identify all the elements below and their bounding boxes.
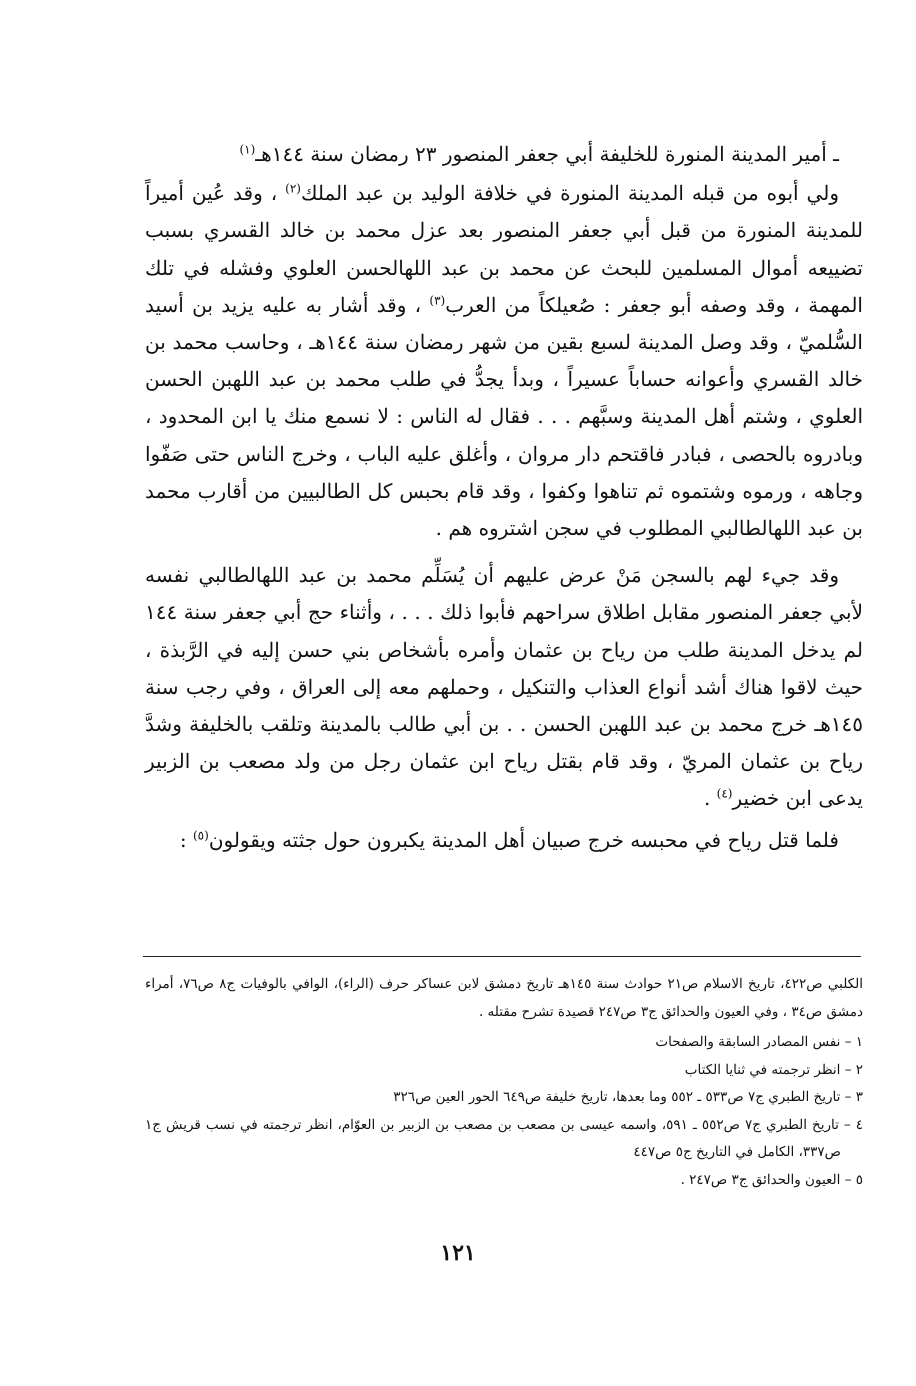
- paragraph-2-part-b: .: [703, 786, 717, 811]
- footnote-2: ٢ – انظر ترجمته في ثنايا الكتاب: [684, 1061, 863, 1078]
- paragraph-3: [145, 822, 863, 859]
- footnote-ref-3: (٣): [429, 293, 446, 308]
- footnote-continuation: الكلبي ص٤٢٢، تاريخ الاسلام ص٢١ حوادث سنة ١٤٥هـ تاريخ دمشق لابن عساكر حرف (الراء)، الوافي بالوفيات ج٨ ص٧٦، أمراء دمشق ص٣٤ ، وفي العيون والحدائق ج٣ ص٢٤٧ قصيدة تشرح مقتله .: [145, 976, 863, 1020]
- paragraph-2-part-a: وقد جيء لهم بالسجن مَنْ عرض عليهم أن يُسَلِّم محمد بن عبد اللهالطالبي نفسه لأبي جعفر المنصور مقابل اطلاق سراحهم فأبوا ذلك . . . ، وأثناء حج أبي جعفر سنة ١٤٤ لم يدخل المدينة طلب من رياح بن عثمان وأمره بأشخاص بني حسن إليه في الرَّبذة ، حيث لاقوا هناك أشد أنواع العذاب والتنكيل ، وحملهم معه إلى العراق ، وفي رجب سنة ١٤٥هـ خرج محمد بن عبد اللهبن الحسن . . بن أبي طالب بالمدينة وتلقب بالخليفة وشدَّ رياح بن عثمان المريّ ، وقد قام بقتل رياح ابن عثمان رجل من ولد مصعب بن الزبير يدعى ابن خضير: [145, 563, 863, 811]
- paragraph-1-part-b: ، وقد عُين أميراً للمدينة المنورة من قبل أبي جعفر المنصور بعد عزل محمد بن خالد القسري بسبب تضييعه أموال المسلمين للبحث عن محمد بن عبد اللهالحسن العلوي وفشله في تلك المهمة ، وقد وصفه أبو جعفر : صُعيلكاً من العرب: [145, 181, 863, 317]
- footnote-ref-1: (١): [239, 142, 256, 157]
- paragraph-3-part-b: :: [179, 827, 193, 852]
- footnote-5: ٥ – العيون والحدائق ج٣ ص٢٤٧ .: [680, 1171, 863, 1188]
- footnote-ref-5: (٥): [192, 828, 209, 842]
- heading-text: ـ أمير المدينة المنورة للخليفة أبي جعفر المنصور ٢٣ رمضان سنة ١٤٤هـ: [255, 142, 839, 166]
- paragraph-1: [145, 175, 863, 547]
- footnote-divider: [143, 956, 861, 957]
- footnote-ref-4: (٤): [716, 786, 733, 801]
- footnote-ref-2: (٢): [285, 181, 301, 196]
- paragraph-3-part-a: فلما قتل رياح في محبسه خرج صبيان أهل المدينة يكبرون حول جثته ويقولون: [208, 827, 839, 852]
- paragraph-1-part-a: ولي أبوه من قبله المدينة المنورة في خلافة الوليد بن عبد الملك: [300, 181, 839, 206]
- footnote-1: ١ – نفس المصادر السابقة والصفحات: [655, 1034, 863, 1050]
- main-text: [145, 136, 863, 859]
- page-number: ١٢١: [440, 1240, 476, 1266]
- paragraph-2: [145, 557, 863, 817]
- paragraph-1-part-c: ، وقد أشار به عليه يزيد بن أسيد السُّلميّ ، وقد وصل المدينة لسبع بقين من شهر رمضان سنة ١٤٤هـ ، وحاسب محمد بن خالد القسري وأعوانه حساباً عسيراً ، وبدأ يجدُّ في طلب محمد بن عبد اللهبن الحسن العلوي ، وشتم أهل المدينة وسبَّهم . . . فقال له الناس : لا نسمع منك يا ابن المحدود ، وبادروه بالحصى ، فبادر فاقتحم دار مروان ، وأغلق عليه الباب ، وخرج الناس حتى صَفّوا وجاهه ، ورموه وشتموه ثم تناهوا وكفوا ، وقد قام بحبس كل الطالبيين من أقارب محمد بن عبد اللهالطالبي المطلوب في سجن اشتروه هم .: [145, 292, 863, 541]
- footnote-3: ٣ – تاريخ الطبري ج٧ ص٥٣٣ ـ ٥٥٢ وما بعدها، تاريخ خليفة ص٦٤٩ الحور العين ص٣٢٦: [393, 1089, 863, 1105]
- footnotes: [145, 971, 863, 1194]
- entry-heading: [145, 136, 863, 173]
- footnote-4: ٤ – تاريخ الطبري ج٧ ص٥٥٢ ـ ٥٩١، واسمه عيسى بن مصعب بن مصعب بن الزبير بن العوّام، انظر ترجمته في نسب قريش ج١ ص٣٣٧، الكامل في التاريخ ج٥ ص٤٤٧: [145, 1116, 863, 1160]
